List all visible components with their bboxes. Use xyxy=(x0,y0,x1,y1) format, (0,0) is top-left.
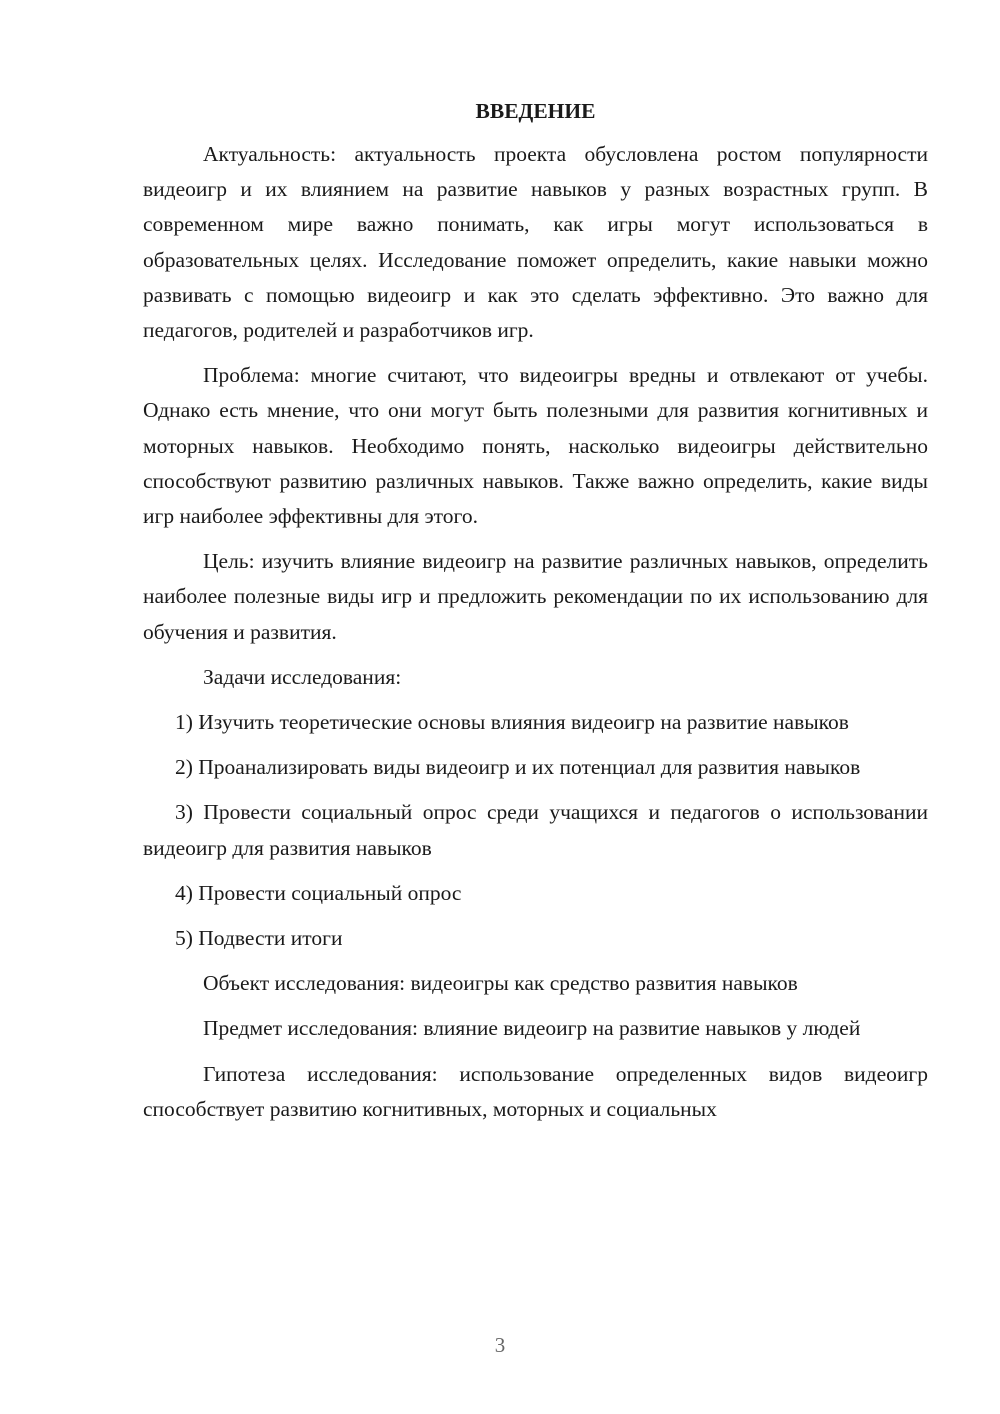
page-title: ВВЕДЕНИЕ xyxy=(475,99,596,123)
page-number: 3 xyxy=(494,1333,506,1357)
research-subject: Предмет исследования: влияние видеоигр на развитие навыков у людей xyxy=(203,1016,861,1041)
list-item: 2) Проанализировать виды видеоигр и их потенциал для развития навыков xyxy=(175,755,861,780)
page-content xyxy=(143,94,928,1137)
tasks-list xyxy=(143,705,928,956)
list-item: 4) Провести социальный опрос xyxy=(175,880,462,905)
list-item: 5) Подвести итоги xyxy=(175,926,343,951)
tasks-heading: Задачи исследования: xyxy=(203,664,402,689)
paragraph-problem: Проблема: многие считают, что видеоигры вредны и отвлекают от учебы. Однако есть мнение, что они могут быть полезными для развития когнитивных и моторных навыков. Необходимо понять, насколько видеоигры действительно способствуют развитию различных навыков. Также важно определить, какие виды игр наиболее эффективны для этого. xyxy=(143,363,928,529)
paragraph-relevance: Актуальность: актуальность проекта обусловлена ростом популярности видеоигр и их влиянием на развитие навыков у разных возрастных групп. В современном мире важно понимать, как игры могут использоваться в образовательных целях. Исследование поможет определить, какие навыки можно развивать с помощью видеоигр и как это сделать эффективно. Это важно для педагогов, родителей и разработчиков игр. xyxy=(143,142,928,343)
list-item: 1) Изучить теоретические основы влияния видеоигр на развитие навыков xyxy=(175,710,849,735)
list-item: 3) Провести социальный опрос среди учащихся и педагогов о использовании видеоигр для развития навыков xyxy=(143,800,928,860)
research-hypothesis: Гипотеза исследования: использование определенных видов видеоигр способствует развитию когнитивных, моторных и социальных xyxy=(143,1061,928,1121)
paragraph-goal: Цель: изучить влияние видеоигр на развитие различных навыков, определить наиболее полезные виды игр и предложить рекомендации по их использованию для обучения и развития. xyxy=(143,549,928,644)
research-object: Объект исследования: видеоигры как средство развития навыков xyxy=(203,971,798,996)
